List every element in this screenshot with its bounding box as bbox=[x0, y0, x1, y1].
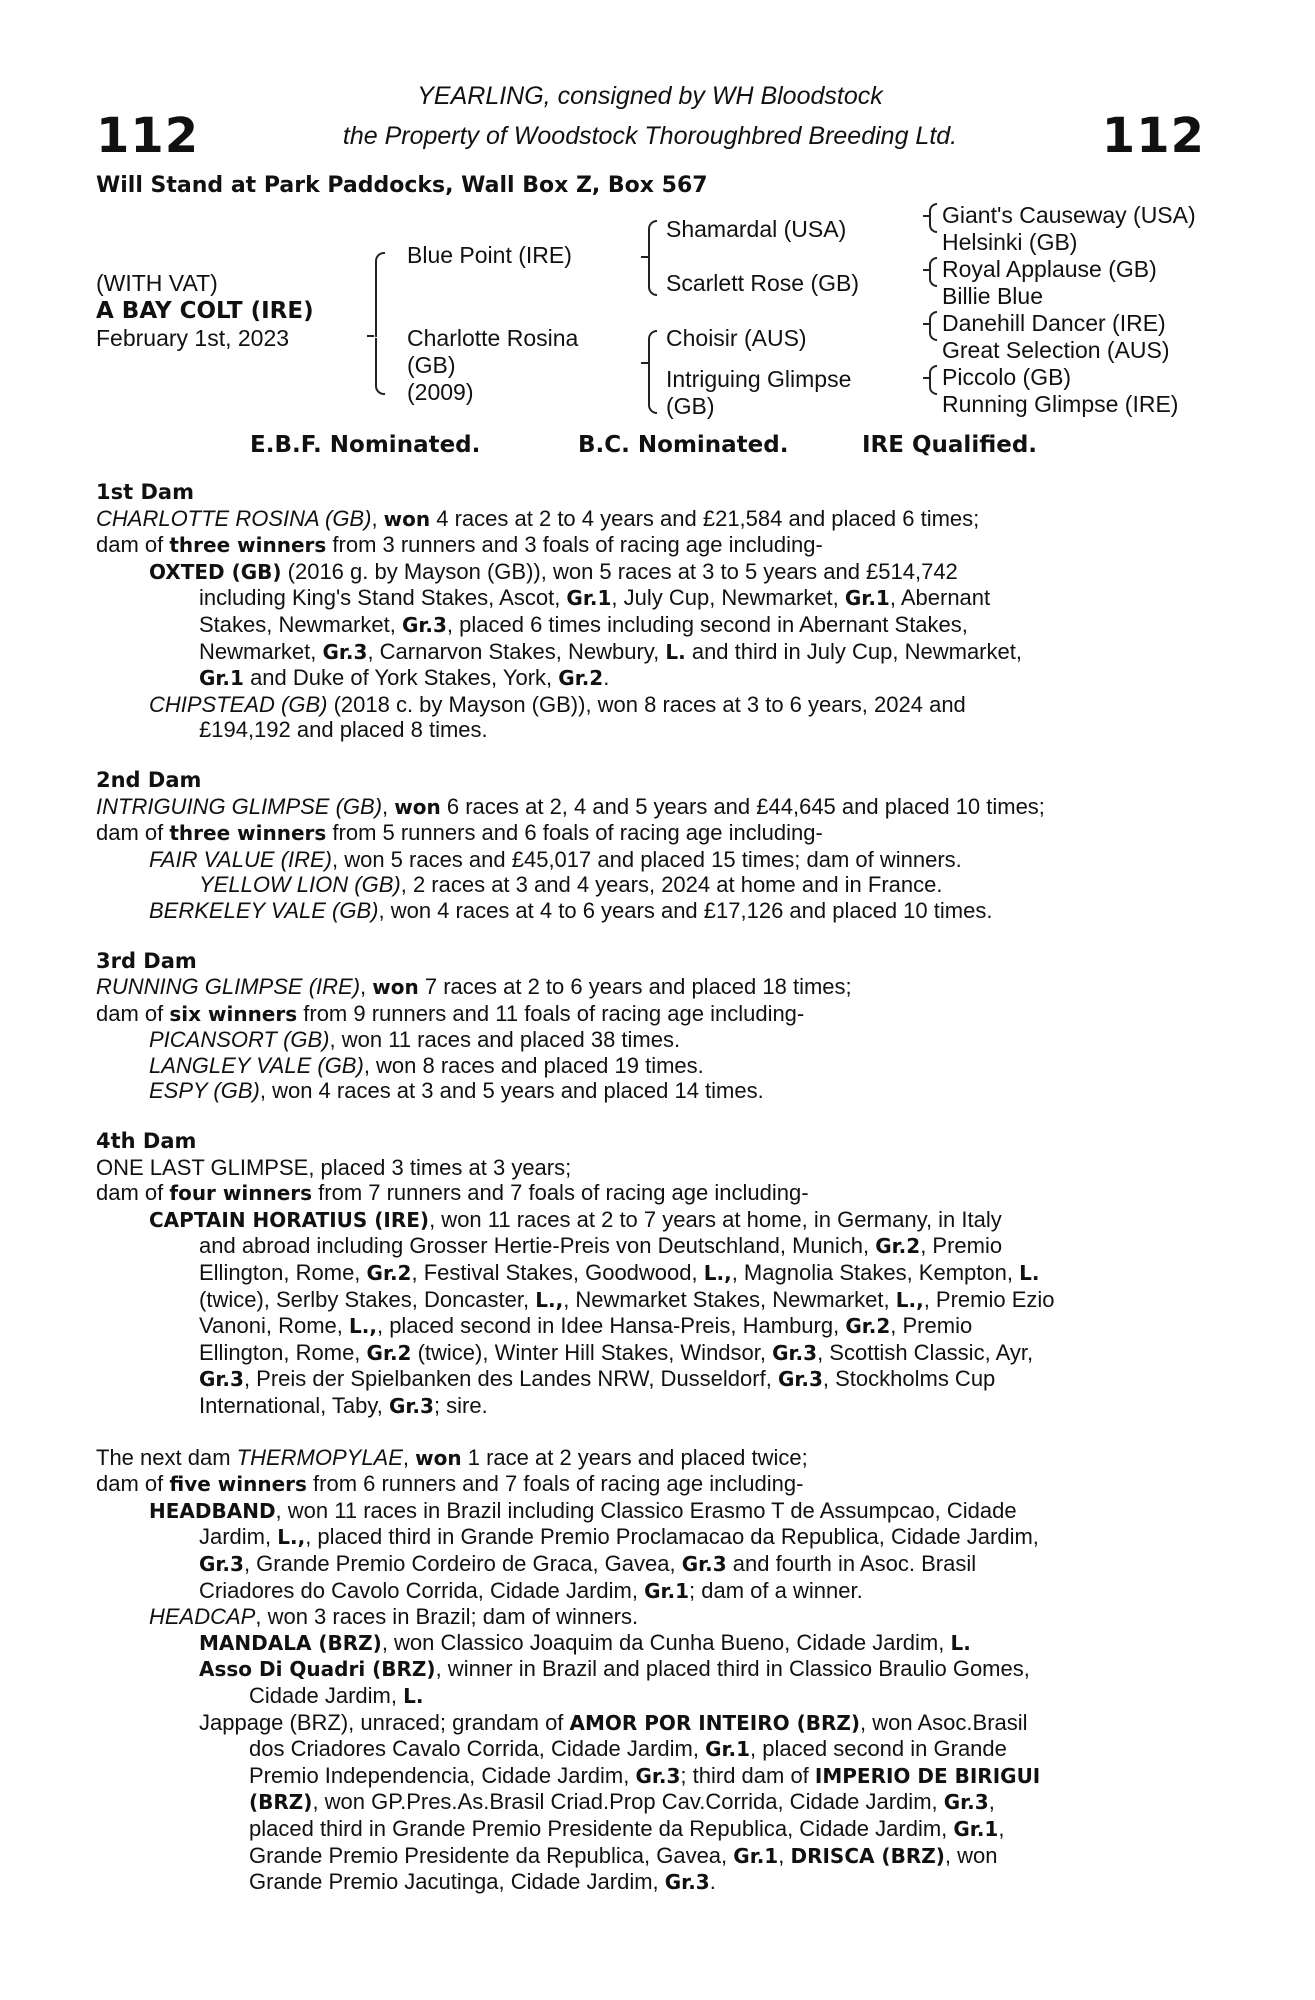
first-dam-section bbox=[96, 480, 1204, 743]
sire-sire-dam: Helsinki (GB) bbox=[942, 229, 1078, 255]
produce-berkeley-vale: BERKELEY VALE (GB), won 4 races at 4 to 6 years and £17,126 and placed 10 times. bbox=[149, 897, 993, 923]
property-line: the Property of Woodstock Thoroughbred Breeding Ltd. bbox=[342, 122, 958, 150]
fourth-dam-record: ONE LAST GLIMPSE, placed 3 times at 3 years; bbox=[96, 1154, 572, 1180]
dam-dam-sire: Piccolo (GB) bbox=[942, 364, 1072, 390]
dam-year: (2009) bbox=[407, 379, 474, 405]
produce-picansort: PICANSORT (GB), won 11 races and placed 38 times. bbox=[149, 1027, 681, 1053]
next-dam-section bbox=[96, 1445, 1204, 1896]
first-dam-record: CHARLOTTE ROSINA (GB), won 4 races at 2 to 4 years and £21,584 and placed 6 times; bbox=[96, 505, 980, 531]
ebf-nominated: E.B.F. Nominated. bbox=[250, 432, 481, 458]
produce-mandala: MANDALA (BRZ), won Classico Joaquim da Cunha Bueno, Cidade Jardim, L. bbox=[199, 1629, 971, 1655]
dam-sire-sire: Danehill Dancer (IRE) bbox=[942, 310, 1166, 336]
consignment-line: YEARLING, consigned by WH Bloodstock bbox=[417, 82, 883, 110]
produce-chipstead: CHIPSTEAD (GB) (2018 c. by Mayson (GB)), won 8 races at 3 to 6 years, 2024 and £194,192 and placed 8 times. bbox=[149, 691, 966, 743]
sire-dam: Scarlett Rose (GB) bbox=[666, 270, 859, 296]
dam-dam-origin: (GB) bbox=[666, 393, 715, 419]
vat-label: (WITH VAT) bbox=[96, 270, 218, 296]
sire: Blue Point (IRE) bbox=[407, 242, 572, 268]
sire-dam-dam: Billie Blue bbox=[942, 283, 1043, 309]
produce-espy: ESPY (GB), won 4 races at 3 and 5 years and placed 14 times. bbox=[149, 1078, 764, 1104]
pedigree-catalogue-body bbox=[96, 480, 1204, 1896]
produce-jappage: Jappage (BRZ), unraced; grandam of AMOR POR INTEIRO (BRZ), won Asoc.Brasil dos Criadores Cavalo Corrida, Cidade Jardim, Gr.1, placed second in Grande Premio Independencia, Cidade Jardim, Gr.3; third dam of IMPERIO DE BIRIGUI (BRZ), won GP.Pres.As.Brasil Criad.Prop Cav.Corrida, Cidade Jardim, Gr.3, placed third in Grande Premio Presidente da Republica, Cidade Jardim, Gr.1, Grande Premio Presidente da Republica, Gavea, Gr.1, DRISCA (BRZ), won Grande Premio Jacutinga, Cidade Jardim, Gr.3. bbox=[199, 1709, 1041, 1895]
lot-number-right: 112 bbox=[1101, 108, 1205, 164]
sire-sire: Shamardal (USA) bbox=[666, 216, 847, 242]
foaling-date: February 1st, 2023 bbox=[96, 325, 290, 351]
third-dam-produce: dam of six winners from 9 runners and 11 foals of racing age including- bbox=[96, 1000, 805, 1026]
third-dam-section bbox=[96, 949, 1204, 1105]
dam-dam-name: Intriguing Glimpse bbox=[666, 366, 852, 392]
second-dam-record: INTRIGUING GLIMPSE (GB), won 6 races at 2, 4 and 5 years and £44,645 and placed 10 times; bbox=[96, 793, 1045, 819]
produce-headband: HEADBAND, won 11 races in Brazil including Classico Erasmo T de Assumpcao, Cidade Jardim, L.,, placed third in Grande Premio Proclamacao da Republica, Cidade Jardim, Gr.3, Grande Premio Cordeiro de Graca, Gavea, Gr.3 and fourth in Asoc. Brasil Criadores do Cavolo Corrida, Cidade Jardim, Gr.1; dam of a winner. bbox=[149, 1497, 1039, 1603]
fourth-dam-section bbox=[96, 1129, 1204, 1420]
bc-nominated: B.C. Nominated. bbox=[578, 432, 789, 458]
first-dam-produce: dam of three winners from 3 runners and 3 foals of racing age including- bbox=[96, 532, 823, 558]
second-dam-heading: 2nd Dam bbox=[96, 767, 202, 792]
second-dam-section bbox=[96, 768, 1204, 924]
dam-sire-dam: Great Selection (AUS) bbox=[942, 337, 1170, 363]
produce-oxted: OXTED (GB) (2016 g. by Mayson (GB)), won 5 races at 3 to 5 years and £514,742 including King's Stand Stakes, Ascot, Gr.1, July Cup, Newmarket, Gr.1, Abernant Stakes, Newmarket, Gr.3, placed 6 times including second in Abernant Stakes, Newmarket, Gr.3, Carnarvon Stakes, Newbury, L. and third in July Cup, Newmarket, Gr.1 and Duke of York Stakes, York, Gr.2. bbox=[149, 558, 1022, 691]
produce-langley-vale: LANGLEY VALE (GB), won 8 races and placed 19 times. bbox=[149, 1052, 704, 1078]
produce-fair-value: FAIR VALUE (IRE), won 5 races and £45,017 and placed 15 times; dam of winners. bbox=[149, 846, 962, 872]
fourth-dam-heading: 4th Dam bbox=[96, 1129, 197, 1154]
lot-number-left: 112 bbox=[96, 108, 200, 164]
sire-dam-sire: Royal Applause (GB) bbox=[942, 256, 1157, 282]
produce-yellow-lion: YELLOW LION (GB), 2 races at 3 and 4 years, 2024 at home and in France. bbox=[199, 872, 943, 898]
third-dam-heading: 3rd Dam bbox=[96, 948, 197, 973]
dam-dam-dam: Running Glimpse (IRE) bbox=[942, 391, 1179, 417]
next-dam-produce: dam of five winners from 6 runners and 7 foals of racing age including- bbox=[96, 1471, 804, 1497]
dam-origin: (GB) bbox=[407, 352, 456, 378]
fourth-dam-produce: dam of four winners from 7 runners and 7 foals of racing age including- bbox=[96, 1180, 809, 1206]
sire-sire-sire: Giant's Causeway (USA) bbox=[942, 202, 1196, 228]
lot-title: A BAY COLT (IRE) bbox=[96, 298, 314, 324]
produce-asso-di-quadri: Asso Di Quadri (BRZ), winner in Brazil and placed third in Classico Braulio Gomes, Cidade Jardim, L. bbox=[199, 1656, 1030, 1708]
next-dam-record: The next dam THERMOPYLAE, won 1 race at 2 years and placed twice; bbox=[96, 1444, 808, 1470]
second-dam-produce: dam of three winners from 5 runners and 6 foals of racing age including- bbox=[96, 820, 823, 846]
first-dam-heading: 1st Dam bbox=[96, 480, 194, 504]
stable-location: Will Stand at Park Paddocks, Wall Box Z, Box 567 bbox=[96, 173, 708, 198]
third-dam-record: RUNNING GLIMPSE (IRE), won 7 races at 2 to 6 years and placed 18 times; bbox=[96, 974, 852, 1000]
dam-sire: Choisir (AUS) bbox=[666, 325, 807, 351]
dam-name: Charlotte Rosina bbox=[407, 325, 579, 351]
produce-captain-horatius: CAPTAIN HORATIUS (IRE), won 11 races at 2 to 7 years at home, in Germany, in Italy and abroad including Grosser Hertie-Preis von Deutschland, Munich, Gr.2, Premio Ellington, Rome, Gr.2, Festival Stakes, Goodwood, L.,, Magnolia Stakes, Kempton, L. (twice), Serlby Stakes, Doncaster, L.,, Newmarket Stakes, Newmarket, L.,, Premio Ezio Vanoni, Rome, L.,, placed second in Idee Hansa-Preis, Hamburg, Gr.2, Premio Ellington, Rome, Gr.2 (twice), Winter Hill Stakes, Windsor, Gr.3, Scottish Classic, Ayr, Gr.3, Preis der Spielbanken des Landes NRW, Dusseldorf, Gr.3, Stockholms Cup International, Taby, Gr.3; sire. bbox=[149, 1206, 1055, 1418]
produce-headcap: HEADCAP, won 3 races in Brazil; dam of winners. bbox=[149, 1604, 639, 1630]
ire-qualified: IRE Qualified. bbox=[862, 432, 1038, 458]
